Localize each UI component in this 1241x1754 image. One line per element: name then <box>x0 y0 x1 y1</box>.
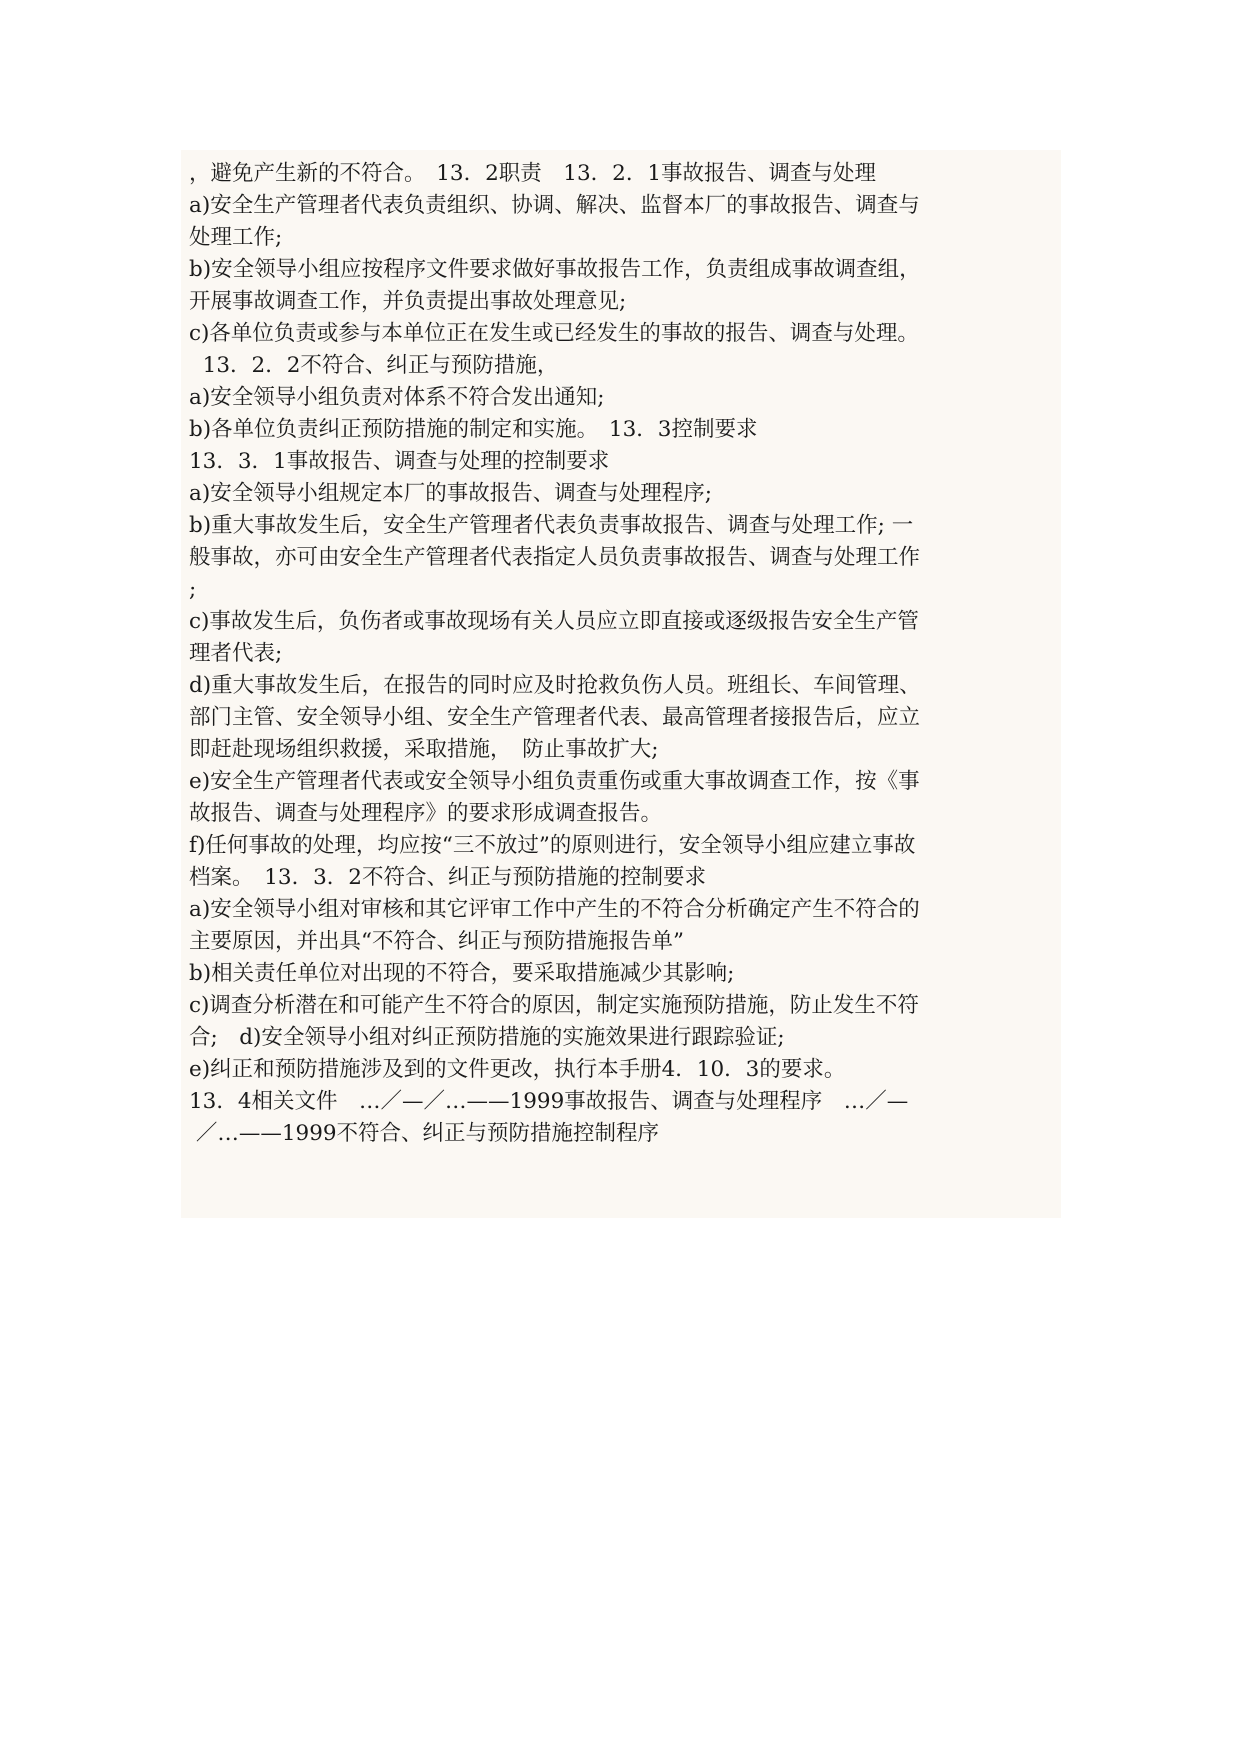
text-line: 理者代表; <box>189 641 283 666</box>
text-line: 13．3．1事故报告、调查与处理的控制要求 <box>189 449 610 474</box>
text-line: c)调查分析潜在和可能产生不符合的原因，制定实施预防措施，防止发生不符 <box>189 993 919 1018</box>
document-panel <box>181 150 1061 1218</box>
text-line: a)安全领导小组对审核和其它评审工作中产生的不符合分析确定产生不符合的 <box>189 897 920 922</box>
text-line: 13．2．2不符合、纠正与预防措施， <box>189 353 559 378</box>
text-line: ，避免产生新的不符合。 13．2职责 13．2．1事故报告、调查与处理 <box>189 161 877 186</box>
text-line: 13．4相关文件 …／—／…——1999事故报告、调查与处理程序 …／— <box>189 1089 909 1114</box>
text-line: 开展事故调查工作，并负责提出事故处理意见; <box>189 289 627 314</box>
text-line: ／…——1999不符合、纠正与预防措施控制程序 <box>189 1121 660 1146</box>
text-line: e)纠正和预防措施涉及到的文件更改，执行本手册4．10．3的要求。 <box>189 1057 846 1082</box>
text-line: c)各单位负责或参与本单位正在发生或已经发生的事故的报告、调查与处理。 <box>189 321 919 346</box>
text-line: 部门主管、安全领导小组、安全生产管理者代表、最高管理者接报告后，应立 <box>189 705 921 730</box>
text-line: f)任何事故的处理，均应按“三不放过”的原则进行，安全领导小组应建立事故 <box>189 833 916 858</box>
text-line: b)相关责任单位对出现的不符合，要采取措施减少其影响; <box>189 961 735 986</box>
text-line: a)安全生产管理者代表负责组织、协调、解决、监督本厂的事故报告、调查与 <box>189 193 920 218</box>
text-line: 档案。 13．3．2不符合、纠正与预防措施的控制要求 <box>189 865 706 890</box>
text-line: b)重大事故发生后，安全生产管理者代表负责事故报告、调查与处理工作; 一 <box>189 513 914 538</box>
text-line: d)重大事故发生后，在报告的同时应及时抢救负伤人员。班组长、车间管理、 <box>189 673 921 698</box>
text-line: b)安全领导小组应按程序文件要求做好事故报告工作，负责组成事故调查组， <box>189 257 921 282</box>
text-line: 合; d)安全领导小组对纠正预防措施的实施效果进行跟踪验证; <box>189 1025 785 1050</box>
text-line: b)各单位负责纠正预防措施的制定和实施。 13．3控制要求 <box>189 417 758 442</box>
text-line: a)安全领导小组负责对体系不符合发出通知; <box>189 385 605 410</box>
text-line: 般事故，亦可由安全生产管理者代表指定人员负责事故报告、调查与处理工作 <box>189 545 921 570</box>
text-line: c)事故发生后，负伤者或事故现场有关人员应立即直接或逐级报告安全生产管 <box>189 609 919 634</box>
text-line: 处理工作; <box>189 225 283 250</box>
text-line: 即赶赴现场组织救援，采取措施， 防止事故扩大; <box>189 737 659 762</box>
text-line: 故报告、调查与处理程序》的要求形成调查报告。 <box>189 801 663 826</box>
text-line: 主要原因，并出具“不符合、纠正与预防措施报告单” <box>189 929 684 954</box>
text-line: ; <box>189 577 197 602</box>
text-line: e)安全生产管理者代表或安全领导小组负责重伤或重大事故调查工作，按《事 <box>189 769 920 794</box>
text-line: a)安全领导小组规定本厂的事故报告、调查与处理程序; <box>189 481 712 506</box>
